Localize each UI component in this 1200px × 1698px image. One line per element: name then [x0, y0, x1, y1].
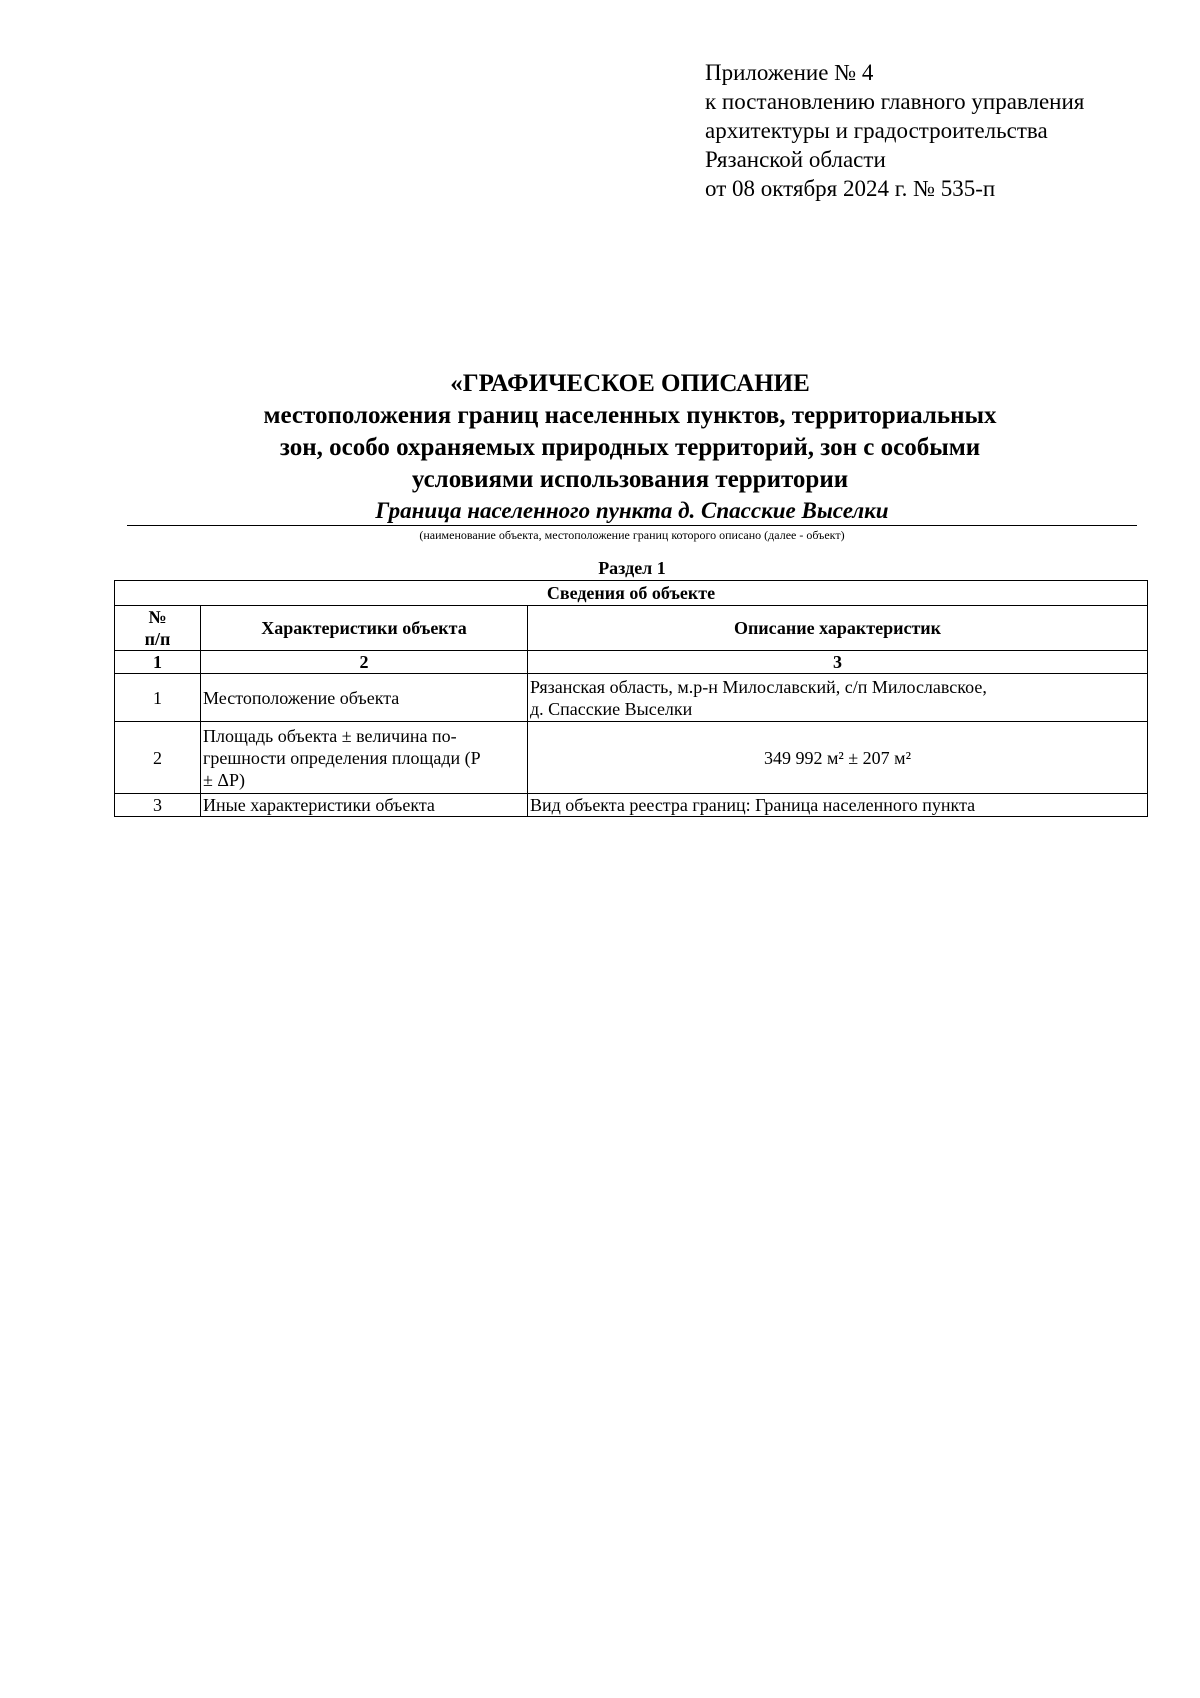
section-title: Раздел 1: [598, 558, 666, 578]
title-line: условиями использования территории: [411, 466, 849, 493]
title-line: местоположения границ населенных пунктов, территориальных: [263, 402, 997, 429]
table-caption: Сведения об объекте: [115, 581, 1148, 606]
title-line: зон, особо охраняемых природных территорий, зон с особыми: [279, 434, 981, 461]
column-number: 3: [528, 651, 1148, 674]
row-characteristic: Площадь объекта ± величина по- грешности определения площади (Р ± ΔР): [201, 722, 528, 794]
table-column-numbers-row: [115, 651, 1148, 674]
table-caption-row: [115, 581, 1148, 606]
appendix-line: архитектуры и градостроительства: [705, 118, 1048, 143]
header-description: Описание характеристик: [528, 606, 1148, 651]
table-row: [115, 722, 1148, 794]
row-characteristic: Иные характеристики объекта: [201, 794, 528, 817]
object-caption: (наименование объекта, местоположение границ которого описано (далее - объект): [419, 528, 845, 542]
row-description: 349 992 м² ± 207 м²: [528, 722, 1148, 794]
row-num: 3: [115, 794, 201, 817]
table-row: [115, 674, 1148, 722]
table-header-row: [115, 606, 1148, 651]
row-num: 1: [115, 674, 201, 722]
appendix-line: от 08 октября 2024 г. № 535-п: [705, 176, 996, 201]
appendix-line: Рязанской области: [705, 147, 886, 172]
document-title: [120, 368, 1140, 496]
appendix-block: [705, 58, 1084, 203]
row-num: 2: [115, 722, 201, 794]
header-characteristics: Характеристики объекта: [201, 606, 528, 651]
row-description: Вид объекта реестра границ: Граница населенного пункта: [528, 794, 1148, 817]
row-characteristic: Местоположение объекта: [201, 674, 528, 722]
appendix-line: Приложение № 4: [705, 60, 874, 85]
object-name: Граница населенного пункта д. Спасские Выселки: [127, 498, 1137, 526]
column-number: 2: [201, 651, 528, 674]
appendix-line: к постановлению главного управления: [705, 89, 1085, 114]
title-line: «ГРАФИЧЕСКОЕ ОПИСАНИЕ: [450, 370, 810, 397]
row-description: Рязанская область, м.р-н Милославский, с/п Милославское, д. Спасские Выселки: [528, 674, 1148, 722]
header-num: № п/п: [115, 606, 201, 651]
column-number: 1: [115, 651, 201, 674]
object-info-table: [114, 580, 1148, 817]
table-row: [115, 794, 1148, 817]
